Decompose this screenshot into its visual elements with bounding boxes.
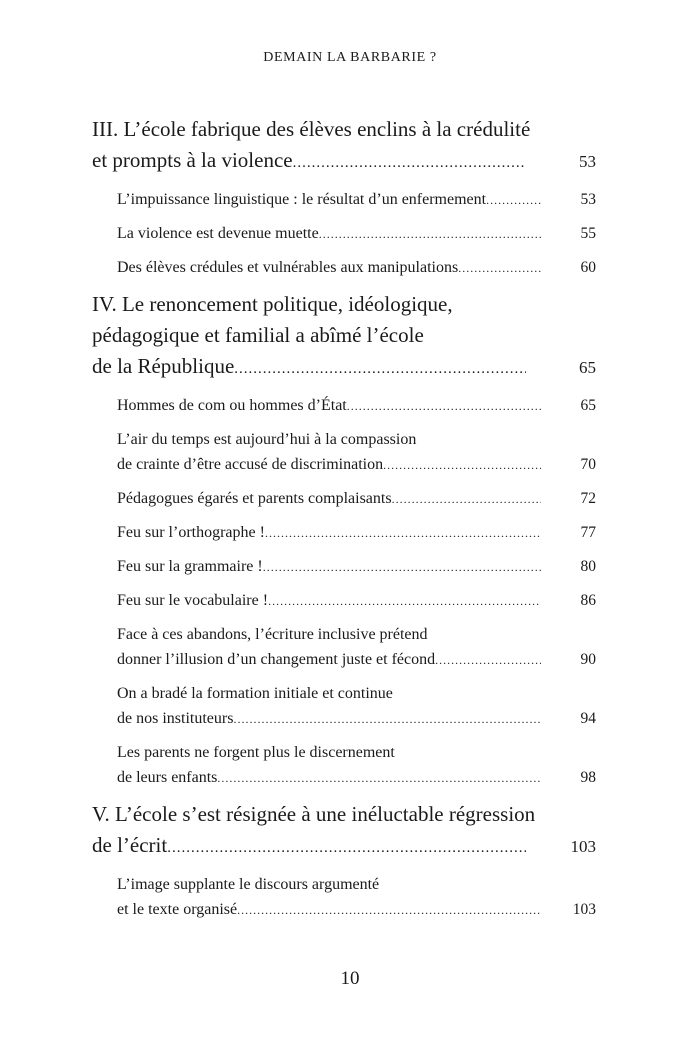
toc-subsection: [117, 872, 596, 923]
subsection-title: et le texte organisé: [117, 901, 238, 918]
toc-subsections-v: [117, 872, 596, 923]
dot-leader: [234, 351, 526, 385]
subsection-title: Pédagogues égarés et parents complaisants: [117, 490, 392, 507]
toc-subsections-iv: [117, 393, 596, 791]
dot-leader: [263, 554, 541, 580]
subsection-page-number: 70: [580, 456, 596, 473]
section-title-line: IV. Le renoncement politique, idéologique,: [92, 292, 453, 316]
dot-leader: [347, 393, 541, 419]
subsection-page-number: 90: [580, 651, 596, 668]
subsection-page-number: 77: [580, 524, 596, 541]
running-head: DEMAIN LA BARBARIE ?: [263, 50, 437, 65]
section-title-entry: [92, 351, 596, 385]
subsection-page-number: 60: [580, 259, 596, 276]
subsection-page-number: 86: [580, 592, 596, 609]
dot-leader: [319, 221, 541, 247]
section-title-line: de la République: [92, 354, 235, 378]
dot-leader: [383, 452, 541, 478]
dot-leader: [268, 588, 541, 614]
subsection-title: L’impuissance linguistique : le résultat d’un enfermement: [117, 191, 487, 208]
subsection-title: La violence est devenue muette: [117, 225, 319, 242]
subsection-title: Hommes de com ou hommes d’État: [117, 397, 347, 414]
subsection-title: Les parents ne forgent plus le discernement: [117, 744, 395, 761]
subsection-title: de crainte d’être accusé de discrimination: [117, 456, 384, 473]
section-title-line: et prompts à la violence: [92, 148, 293, 172]
section-title-entry: [92, 145, 596, 179]
subsection-entry: [117, 520, 596, 546]
subsection-title: Feu sur l’orthographe !: [117, 524, 265, 541]
toc-subsection: [117, 681, 596, 732]
subsection-page-number: 80: [580, 558, 596, 575]
dot-leader: [233, 706, 541, 732]
subsection-page-number: 98: [580, 769, 596, 786]
section-page-number: 53: [579, 152, 596, 171]
toc-subsection: [117, 520, 596, 546]
subsection-page-number: 55: [580, 225, 596, 242]
subsection-entry: [117, 221, 596, 247]
dot-leader: [265, 520, 541, 546]
toc-subsection: [117, 554, 596, 580]
toc-subsection: [117, 187, 596, 213]
subsection-title: de nos instituteurs: [117, 710, 234, 727]
subsection-entry: [117, 554, 596, 580]
section-title-entry: [92, 830, 596, 864]
dot-leader: [486, 187, 541, 213]
subsection-page-number: 53: [580, 191, 596, 208]
dot-leader: [458, 255, 541, 281]
subsection-entry: [117, 486, 596, 512]
toc-subsection: [117, 622, 596, 673]
toc-section-v: [92, 799, 596, 864]
subsection-entry: [117, 765, 596, 791]
dot-leader: [392, 486, 541, 512]
subsection-title: Feu sur le vocabulaire !: [117, 592, 269, 609]
toc-subsection: [117, 740, 596, 791]
subsection-page-number: 94: [580, 710, 596, 727]
toc-subsection: [117, 255, 596, 281]
toc-subsection: [117, 221, 596, 247]
toc-section-iii: [92, 114, 596, 179]
dot-leader: [237, 897, 541, 923]
subsection-title: L’image supplante le discours argumenté: [117, 876, 380, 893]
subsection-entry: [117, 452, 596, 478]
table-of-contents: [92, 114, 596, 931]
subsection-page-number: 103: [572, 901, 596, 918]
section-title-line: V. L’école s’est résignée à une inéluctable régression: [92, 802, 536, 826]
subsection-title: Des élèves crédules et vulnérables aux manipulations: [117, 259, 459, 276]
subsection-title: de leurs enfants: [117, 769, 218, 786]
subsection-entry: [117, 706, 596, 732]
subsection-entry: [117, 588, 596, 614]
toc-subsection: [117, 393, 596, 419]
subsection-page-number: 65: [580, 397, 596, 414]
section-title-line: III. L’école fabrique des élèves enclins à la crédulité: [92, 117, 531, 141]
page-number: 10: [340, 968, 360, 989]
subsection-title: Face à ces abandons, l’écriture inclusive prétend: [117, 626, 428, 643]
dot-leader: [167, 830, 526, 864]
subsection-entry: [117, 393, 596, 419]
section-page-number: 103: [570, 837, 596, 856]
subsection-page-number: 72: [580, 490, 596, 507]
toc-section-iv: [92, 289, 596, 385]
toc-subsections-iii: [117, 187, 596, 281]
dot-leader: [435, 647, 541, 673]
dot-leader: [293, 145, 526, 179]
dot-leader: [217, 765, 541, 791]
subsection-title: On a bradé la formation initiale et continue: [117, 685, 393, 702]
subsection-title: L’air du temps est aujourd’hui à la compassion: [117, 431, 417, 448]
toc-subsection: [117, 588, 596, 614]
toc-subsection: [117, 486, 596, 512]
subsection-title: donner l’illusion d’un changement juste et fécond: [117, 651, 436, 668]
section-title-line: pédagogique et familial a abîmé l’école: [92, 323, 424, 347]
subsection-entry: [117, 647, 596, 673]
subsection-title: Feu sur la grammaire !: [117, 558, 263, 575]
subsection-entry: [117, 897, 596, 923]
toc-subsection: [117, 427, 596, 478]
subsection-entry: [117, 187, 596, 213]
section-title-line: de l’écrit: [92, 833, 168, 857]
section-page-number: 65: [579, 358, 596, 377]
subsection-entry: [117, 255, 596, 281]
